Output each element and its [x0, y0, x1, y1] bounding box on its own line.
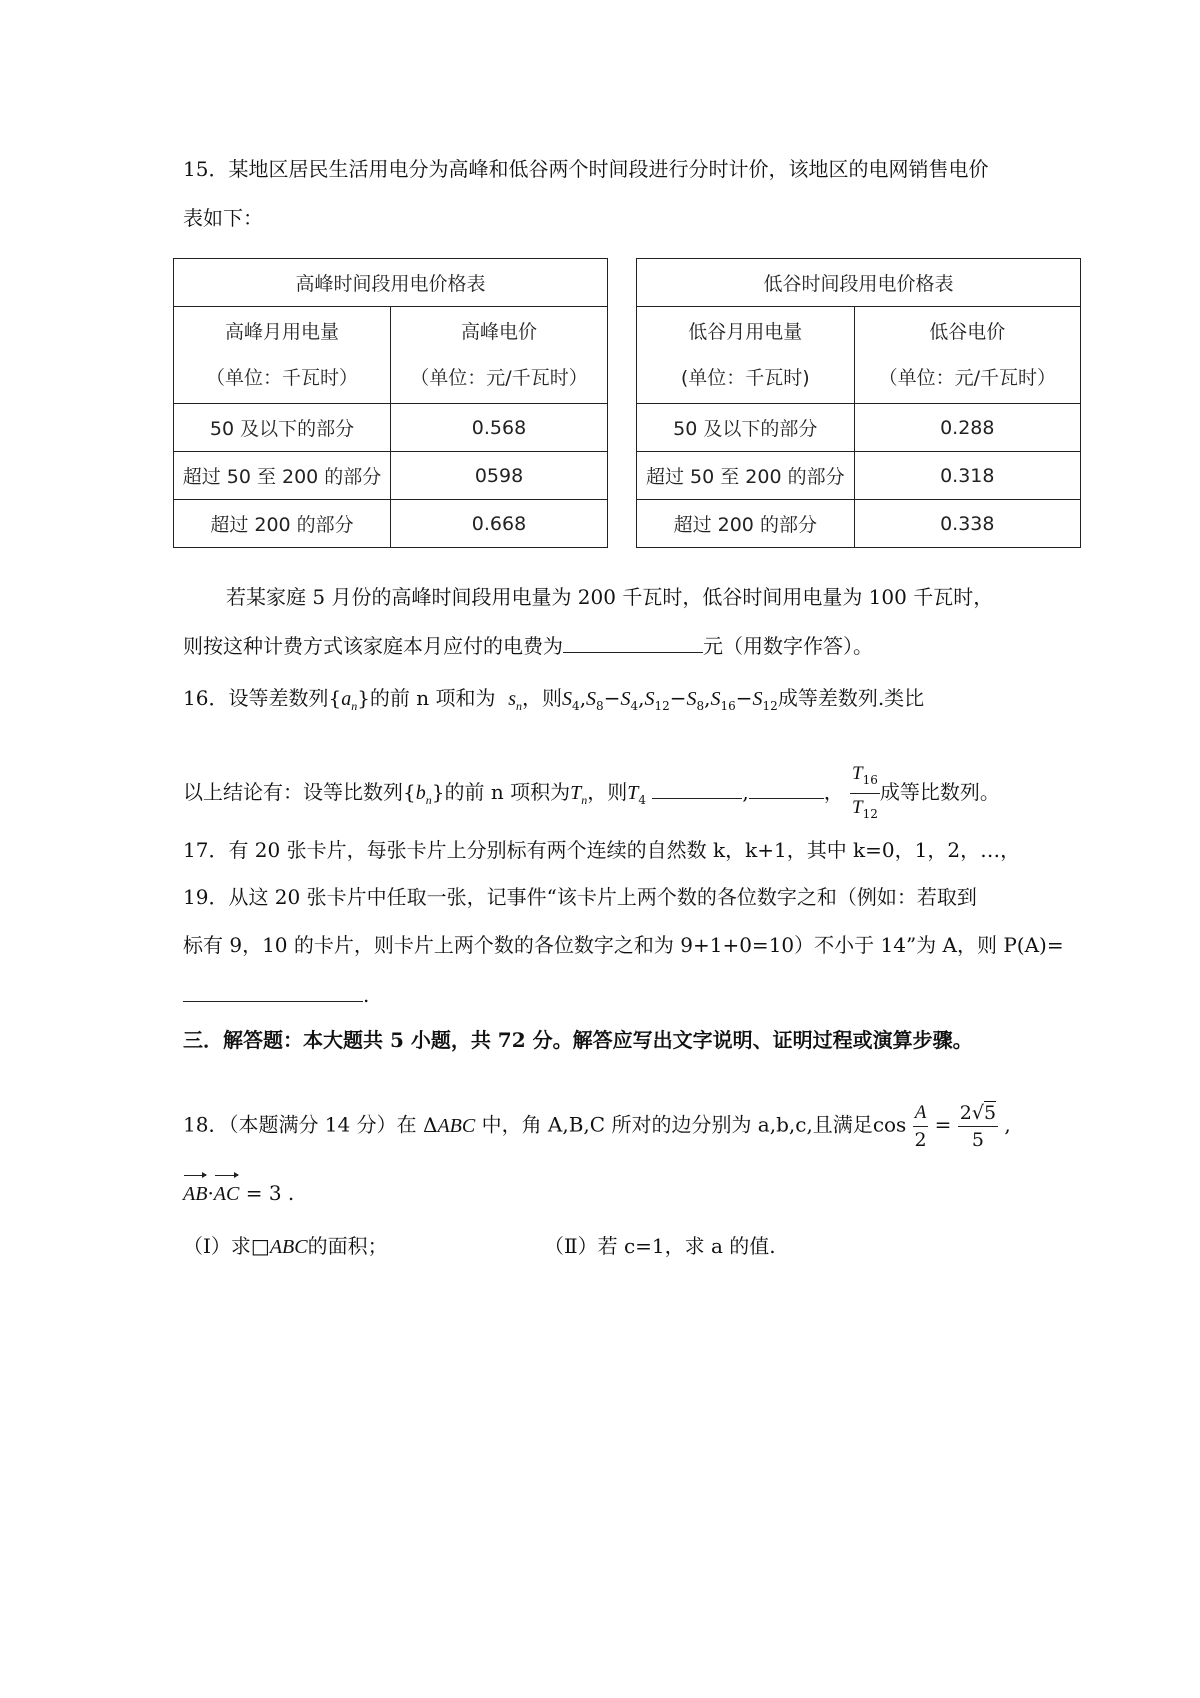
vector-ab: AB — [183, 1179, 207, 1208]
text: 中，角 A,B,C 所对的边分别为 a,b,c,且满足 — [481, 1112, 873, 1137]
math: $T_n$ — [570, 781, 588, 807]
table-cell: 50 及以下的部分 — [637, 404, 855, 452]
answer-blank[interactable] — [652, 776, 742, 799]
header-unit: （单位：千瓦时） — [205, 367, 358, 389]
q15-para1: 若某家庭 5 月份的高峰时间段用电量为 200 千瓦时，低谷时间用电量为 100 千瓦时， — [226, 585, 994, 609]
text: 元（用数字作答）。 — [703, 634, 873, 658]
q18-line1: 18．（本题满分 14 分）在 ΔABC 中，角 A,B,C 所对的边分别为 a,b,c,且满足cos $\frac{A}{2}$ = $\frac{2√5}{5}$ , — [183, 1099, 1011, 1153]
header-unit: (单位：千瓦时) — [680, 367, 810, 389]
math: ΔABC — [422, 1112, 476, 1137]
text: 的面积； — [307, 1234, 388, 1258]
section-3-heading: 三．解答题：本大题共 5 小题，共 72 分。解答应写出文字说明、证明过程或演算步骤。 — [183, 1028, 973, 1052]
text: = 3 . — [245, 1181, 295, 1205]
q17-line1: 17．有 20 张卡片，每张卡片上分别标有两个连续的自然数 k，k+1，其中 k=0，1，2，…， — [183, 838, 1021, 862]
peak-col2-header — [391, 307, 608, 404]
text: 16．设等差数列 — [183, 686, 329, 710]
table-cell: 超过 200 的部分 — [174, 500, 391, 548]
text: 成等比数列。 — [879, 779, 1000, 804]
table-cell: 超过 200 的部分 — [637, 500, 855, 548]
q17-line3: 标有 9，10 的卡片，则卡片上两个数的各位数字之和为 9+1+0=10）不小于 14”为 A，则 P(A)= — [183, 933, 1064, 957]
q15-line1: 15．某地区居民生活用电分为高峰和低谷两个时间段进行分时计价，该地区的电网销售电价 — [183, 157, 989, 181]
text: ，则 — [522, 686, 563, 710]
text: 则按这种计费方式该家庭本月应付的电费为 — [183, 634, 563, 658]
math: $\{a_n\}$ — [328, 686, 370, 713]
answer-blank[interactable] — [563, 630, 703, 653]
peak-table-title: 高峰时间段用电价格表 — [174, 259, 608, 307]
math: $\{b_n\}$ — [403, 779, 445, 807]
text: 18．（本题满分 14 分）在 — [183, 1112, 417, 1137]
text: 成等差数列.类比 — [777, 686, 925, 710]
math: $S_4,S_8-S_4,S_{12}-S_8,S_{16}-S_{12}$ — [562, 686, 778, 713]
header-text: 高峰月用电量 — [224, 321, 339, 343]
table-cell: 超过 50 至 200 的部分 — [637, 452, 855, 500]
table-cell: 0.568 — [391, 404, 608, 452]
table-cell: 0598 — [391, 452, 608, 500]
fraction: $\frac{T_{16}}{T_{12}}$ — [850, 760, 880, 827]
text: 的前 n 项和为 — [369, 686, 496, 710]
q15-line2: 表如下： — [183, 206, 263, 230]
answer-blank[interactable] — [749, 776, 824, 799]
q17-blank-line: . — [183, 979, 369, 1009]
peak-price-table — [173, 258, 608, 548]
table-cell: 0.668 — [391, 500, 608, 548]
table-cell: 0.318 — [854, 452, 1080, 500]
math: □ABC — [250, 1234, 308, 1258]
math: $s_n$ — [508, 688, 523, 713]
valley-col1-header — [637, 307, 855, 404]
table-cell: 0.338 — [854, 500, 1080, 548]
q18-part1 — [183, 1232, 388, 1261]
header-text: 高峰电价 — [460, 321, 537, 343]
table-cell: 超过 50 至 200 的部分 — [174, 452, 391, 500]
q16-line2: 以上结论有：设等比数列$\{b_n\}$的前 n 项积为$T_n$，则$T_4$ , ， $\frac{T_{16}}{T_{12}}$ 成等比数列。 — [183, 760, 1000, 827]
fraction: $\frac{A}{2}$ — [913, 1099, 929, 1153]
text: （Ⅰ）求 — [183, 1234, 251, 1258]
table-cell: 0.288 — [854, 404, 1080, 452]
q18-line2: AB·AC = 3 . — [183, 1179, 294, 1208]
header-text: 低谷月用电量 — [688, 321, 803, 343]
header-unit: （单位：元/千瓦时） — [410, 367, 588, 389]
header-text: 低谷电价 — [929, 321, 1006, 343]
q16-line1 — [183, 684, 924, 720]
header-unit: （单位：元/千瓦时） — [878, 367, 1056, 389]
text: 以上结论有：设等比数列 — [183, 779, 403, 804]
valley-table-title: 低谷时间段用电价格表 — [637, 259, 1081, 307]
peak-col1-header — [174, 307, 391, 404]
valley-price-table — [636, 258, 1081, 548]
q15-para2 — [183, 630, 873, 660]
q17-line2: 19．从这 20 张卡片中任取一张，记事件“该卡片上两个数的各位数字之和（例如：若取到 — [183, 885, 977, 909]
valley-col2-header — [854, 307, 1080, 404]
vector-ac: AC — [214, 1179, 240, 1208]
q18-part2: （Ⅱ）若 c=1，求 a 的值. — [544, 1234, 776, 1258]
text: ，则 — [587, 779, 628, 804]
math: $T_4$ — [627, 781, 646, 807]
text: 的前 n 项积为 — [444, 779, 571, 804]
answer-blank[interactable] — [183, 979, 363, 1002]
table-cell: 50 及以下的部分 — [174, 404, 391, 452]
fraction: $\frac{2√5}{5}$ — [959, 1101, 997, 1151]
